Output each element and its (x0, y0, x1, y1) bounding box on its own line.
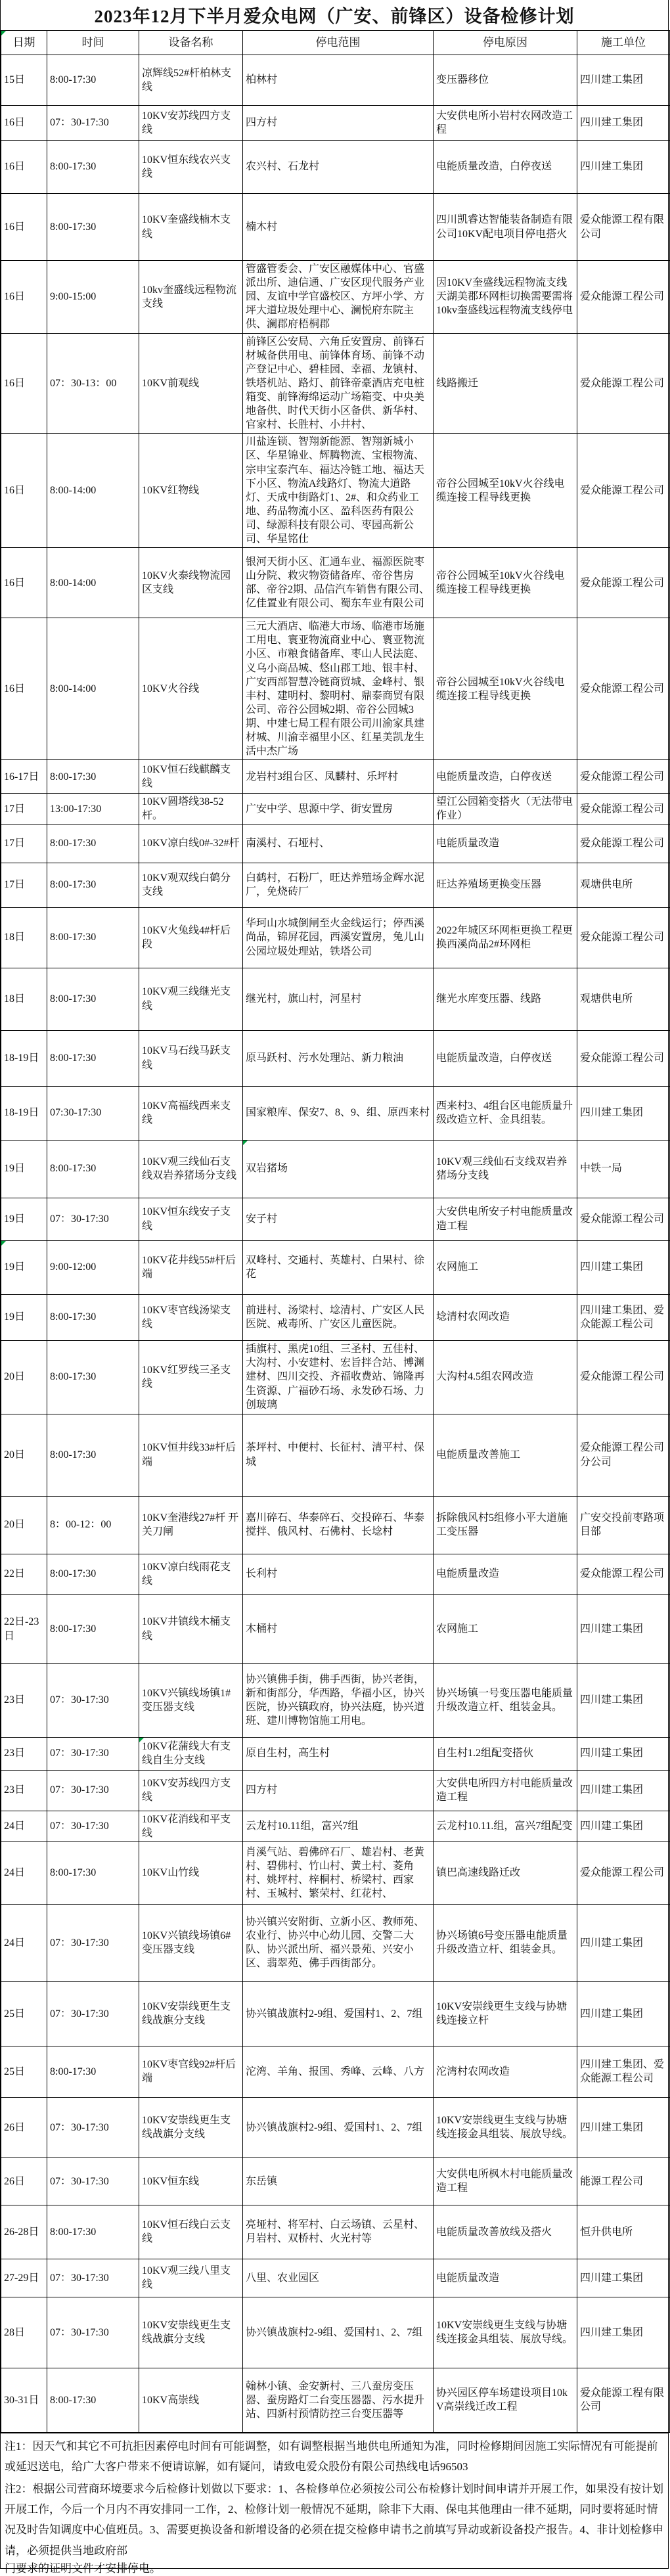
cell-outage-reason: 大安供电所安子村电能质量改造工程 (434, 1198, 577, 1240)
cell-construction-unit: 四川建工集团 (577, 1737, 670, 1770)
cell-equipment: 10KV奎盛线楠木支线 (139, 194, 243, 261)
cell-time: 8:00-14:00 (47, 618, 139, 760)
cell-outage-scope: 协兴镇战旗村2-9组、爱国村1、2、7组 (243, 2097, 434, 2158)
cell-equipment: 10KV火泰线物流园区支线 (139, 548, 243, 618)
table-row (1, 55, 670, 106)
cell-date: 16日 (1, 333, 47, 434)
cell-outage-scope: 茶坪村、中便村、长征村、清平村、保城 (243, 1414, 434, 1496)
cell-equipment: 10KV枣官线92#杆后端 (139, 2046, 243, 2097)
cell-outage-scope: 翰林小镇、金安新村、三八蚕房变压器、蚕房路灯二台变压器器、污水提升站、四新村预情防控三台变压器等 (243, 2368, 434, 2432)
cell-outage-reason: 镇巴高速线路迁改 (434, 1842, 577, 1904)
cell-equipment: 10KV安崇线更生支线战旗分支线 (139, 2297, 243, 2368)
cell-outage-scope: 川盐连锁、智翔新能源、智翔新城小区、华星锦业、辉腾物流、宝根物流、宗申宝泰汽车、福达冷链工地、福达天下小区、物流A线路灯、物流大道路灯、天成中街路灯1、2#、和众药业工地、药品物流小区、盈科医药有限公司、绿源科技有限公司、枣园高新公司、华星铭仕 (243, 434, 434, 548)
table-row (1, 618, 670, 760)
cell-outage-scope: 广安中学、思源中学、街安置房 (243, 794, 434, 825)
cell-construction-unit: 观塘供电所 (577, 968, 670, 1030)
cell-date: 18日 (1, 968, 47, 1030)
cell-time: 8:00-17:30 (47, 2368, 139, 2432)
cell-equipment: 10KV恒东线 (139, 2158, 243, 2205)
cell-equipment: 10KV高福线西来支线 (139, 1086, 243, 1140)
table-row (1, 968, 670, 1030)
cell-construction-unit: 四川建工集团 (577, 1904, 670, 1981)
cell-equipment: 10KV恒东线农兴支线 (139, 141, 243, 194)
cell-equipment: 10KV花消线和平支线 (139, 1811, 243, 1842)
cell-equipment: 10KV恒石线麒麟支线 (139, 760, 243, 794)
cell-equipment: 10KV花蒲线大有支线自生分支线 (139, 1737, 243, 1770)
cell-outage-reason: 10KV观三线仙石支线双岩养猪场分支线 (434, 1140, 577, 1198)
cell-construction-unit: 四川建工集团 (577, 1594, 670, 1663)
cell-time: 13:00-17:30 (47, 794, 139, 825)
cell-equipment: 凉辉线52#杆柏林支线 (139, 55, 243, 106)
cell-time: 07：30-17:30 (47, 1904, 139, 1981)
cell-equipment: 10KV奎港线27#杆 开关刀闸 (139, 1496, 243, 1554)
cell-outage-scope: 嘉川碎石、华泰碎石、交投碎石、华泰搅拌、俄风村、石佛村、长埝村 (243, 1496, 434, 1554)
cell-construction-unit: 四川建工集团、爱众能源工程公司 (577, 2046, 670, 2097)
cell-time: 07：30-17:30 (47, 2259, 139, 2297)
cell-equipment: 10KV恒井线33#杆后端 (139, 1414, 243, 1496)
cell-time: 8:00-17:30 (47, 141, 139, 194)
cell-outage-reason: 电能质量改造，白停夜送 (434, 1030, 577, 1086)
note-2-clipped-line: 门要求的证明文件才安排停电。 (5, 2562, 161, 2575)
page-title: 2023年12月下半月爱众电网（广安、前锋区）设备检修计划 (94, 7, 575, 26)
cell-time: 9:00-12:00 (47, 1240, 139, 1294)
cell-time: 8:00-17:30 (47, 1030, 139, 1086)
cell-time: 8:00-17:30 (47, 825, 139, 863)
cell-time: 07：30-17:30 (47, 2297, 139, 2368)
cell-date: 18日 (1, 907, 47, 968)
cell-outage-reason: 农网施工 (434, 1240, 577, 1294)
cell-date: 23日 (1, 1737, 47, 1770)
cell-construction-unit: 爱众能源工程公司 (577, 1198, 670, 1240)
cell-equipment: 10KV观三线八里支线 (139, 2259, 243, 2297)
cell-outage-reason: 拆除俄风村5组修小平大道施工变压器 (434, 1496, 577, 1554)
cell-date: 24日 (1, 1842, 47, 1904)
cell-construction-unit: 四川建工集团 (577, 1770, 670, 1811)
cell-construction-unit: 爱众能源工程公司 (577, 333, 670, 434)
cell-date: 16日 (1, 194, 47, 261)
cell-outage-scope: 前锋区公安局、六角丘安置房、前锋石材城备供用电、前锋体育场、前锋不动产登记中心、碧桂园、幸福、龙镇村、铁塔机站、路灯、前锋帝豪酒店充电桩箱变、前锋海绵运动广场箱变、中央美地备供、时代天街小区备供、新华村、官家村、长胜村、小井村、 (243, 333, 434, 434)
cell-outage-scope: 云龙村10.11组，富兴7组 (243, 1811, 434, 1842)
cell-construction-unit: 四川建工集团 (577, 141, 670, 194)
cell-time: 8:00-17:30 (47, 760, 139, 794)
cell-outage-scope: 农兴村、石龙村 (243, 141, 434, 194)
cell-date: 23日 (1, 1663, 47, 1737)
cell-outage-scope: 安子村 (243, 1198, 434, 1240)
cell-construction-unit: 爱众能源工程公司 (577, 794, 670, 825)
cell-outage-reason: 埝清村农网改造 (434, 1294, 577, 1340)
cell-construction-unit: 四川建工集团 (577, 2097, 670, 2158)
table-row (1, 2368, 670, 2432)
cell-time: 07：30-17:30 (47, 2158, 139, 2205)
cell-time: 07：30-17:30 (47, 1770, 139, 1811)
cell-date: 20日 (1, 1496, 47, 1554)
cell-time: 8:00-17:30 (47, 1842, 139, 1904)
cell-date: 15日 (1, 55, 47, 106)
cell-equipment: 10KV安苏线四方支线 (139, 106, 243, 141)
cell-time: 07：30-17:30 (47, 1663, 139, 1737)
cell-outage-scope: 长利村 (243, 1554, 434, 1594)
column-header: 时间 (47, 31, 139, 55)
table-row (1, 825, 670, 863)
cell-date: 23日 (1, 1770, 47, 1811)
maintenance-plan-table (1, 30, 670, 2433)
cell-date: 20日 (1, 1340, 47, 1414)
cell-construction-unit: 四川建工集团、爱众能源工程公司 (577, 1294, 670, 1340)
cell-outage-scope: 原马跃村、污水处理站、新力粮油 (243, 1030, 434, 1086)
table-row (1, 2046, 670, 2097)
cell-outage-reason: 10KV安崇线更生支线与协塘线连接金具组装、展放导线。 (434, 2097, 577, 2158)
cell-time: 07：30-17:30 (47, 1811, 139, 1842)
cell-construction-unit: 爱众能源工程公司 (577, 1340, 670, 1414)
table-row (1, 1554, 670, 1594)
column-header: 施工单位 (577, 31, 670, 55)
cell-outage-scope: 国家粮库、保安7、8、9、组、原西来村 (243, 1086, 434, 1140)
table-row (1, 1496, 670, 1554)
cell-date: 16日 (1, 141, 47, 194)
cell-outage-reason: 电能质量改善施工 (434, 1414, 577, 1496)
table-row (1, 760, 670, 794)
cell-time: 07：30-17:30 (47, 1198, 139, 1240)
table-row (1, 141, 670, 194)
cell-equipment: 10KV红物线 (139, 434, 243, 548)
cell-construction-unit: 四川建工集团 (577, 2259, 670, 2297)
cell-construction-unit: 四川建工集团 (577, 2297, 670, 2368)
cell-outage-scope: 木桶村 (243, 1594, 434, 1663)
footer-notes (1, 2433, 668, 2575)
table-row (1, 863, 670, 907)
cell-time: 8:00-17:30 (47, 1594, 139, 1663)
cell-time: 8:00-14:00 (47, 548, 139, 618)
cell-equipment: 10KV前观线 (139, 333, 243, 434)
table-row (1, 1594, 670, 1663)
cell-date: 28日 (1, 2297, 47, 2368)
cell-date: 22日-23日 (1, 1594, 47, 1663)
table-row (1, 333, 670, 434)
cell-outage-reason: 协兴园区停车场建设项目10kV高崇线迁改工程 (434, 2368, 577, 2432)
cell-time: 8:00-17:30 (47, 1140, 139, 1198)
cell-outage-scope: 华珂山水城倒闸至火金线运行；停西溪尚品，锦屏花园，西溪安置房，兔儿山公园垃圾处理站，铁塔公司 (243, 907, 434, 968)
cell-outage-scope: 龙岩村3组台区、凤麟村、乐坪村 (243, 760, 434, 794)
table-row (1, 1340, 670, 1414)
cell-equipment: 10KV高崇线 (139, 2368, 243, 2432)
table-row (1, 1811, 670, 1842)
cell-outage-reason: 望江公园箱变搭火（无法带电作业） (434, 794, 577, 825)
table-row (1, 1981, 670, 2046)
cell-outage-reason: 旺达养殖场更换变压器 (434, 863, 577, 907)
cell-outage-reason: 大沟村4.5组农网改造 (434, 1340, 577, 1414)
cell-outage-reason: 10KV安崇线更生支线与协塘线连接金具组装、展放导线。 (434, 2297, 577, 2368)
table-row (1, 1086, 670, 1140)
cell-outage-reason: 云龙村10.11.组，富兴7组配变 (434, 1811, 577, 1842)
cell-time: 8:00-17:30 (47, 1340, 139, 1414)
table-row (1, 1737, 670, 1770)
cell-comment-marker-icon (1, 1241, 6, 1246)
table-row (1, 794, 670, 825)
cell-date: 19日 (1, 1240, 47, 1294)
cell-outage-scope: 楠木村 (243, 194, 434, 261)
cell-outage-scope: 双岩猪场 (243, 1140, 434, 1198)
table-row (1, 1294, 670, 1340)
cell-equipment: 10KV圆塔线38-52杆。 (139, 794, 243, 825)
cell-time: 8:00-17:30 (47, 863, 139, 907)
cell-outage-scope: 银河天街小区、汇通车业、福源医院枣山分院、救灾物资储备库、帝谷售房部、帝谷2期、品信汽车销售有限公司、亿佳置业有限公司、蜀东车业有限公司 (243, 548, 434, 618)
cell-outage-reason: 自生村1.2组配变搭伙 (434, 1737, 577, 1770)
cell-time: 07：30-17:30 (47, 106, 139, 141)
cell-outage-reason: 继光水库变压器、线路 (434, 968, 577, 1030)
cell-outage-scope: 继光村，旗山村，河星村 (243, 968, 434, 1030)
table-header (1, 31, 670, 55)
cell-construction-unit: 四川建工集团 (577, 1240, 670, 1294)
cell-outage-reason: 2022年城区环网柜更换工程更换西溪尚品2#环网柜 (434, 907, 577, 968)
cell-date: 22日 (1, 1554, 47, 1594)
cell-outage-scope: 亮垭村、将军村、白云场镇、云星村、月岩村、双桥村、火光村等 (243, 2205, 434, 2259)
cell-outage-reason: 线路搬迁 (434, 333, 577, 434)
cell-outage-reason: 10KV安崇线更生支线与协塘线连接立杆 (434, 1981, 577, 2046)
cell-outage-scope: 肖溪气站、碧佛碎石厂、雄岩村、老黄村、碧佛村、竹山村、黄土村、菱角村、姚坪村、梓桐村、桥梁村、西家村、玉城村、繁荣村、红花村、 (243, 1842, 434, 1904)
cell-equipment: 10KV马石线马跃支线 (139, 1030, 243, 1086)
cell-time: 07:30-17:30 (47, 1086, 139, 1140)
cell-equipment: 10KV火兔线4#杆后段 (139, 907, 243, 968)
cell-equipment: 10KV兴镇线场镇1#变压器支线 (139, 1663, 243, 1737)
cell-time: 07：30-17:30 (47, 1737, 139, 1770)
cell-date: 20日 (1, 1414, 47, 1496)
table-row (1, 2297, 670, 2368)
cell-construction-unit: 广安交投前枣路项目部 (577, 1496, 670, 1554)
cell-construction-unit: 四川建工集团 (577, 1811, 670, 1842)
table-row (1, 106, 670, 141)
cell-construction-unit: 恒升供电所 (577, 2205, 670, 2259)
table-row (1, 1904, 670, 1981)
cell-construction-unit: 爱众能源工程公司 (577, 434, 670, 548)
cell-outage-reason: 电能质量改造，白停夜送 (434, 141, 577, 194)
cell-equipment: 10KV观三线仙石支线双岩养猪场分支线 (139, 1140, 243, 1198)
cell-date: 16日 (1, 261, 47, 334)
table-row (1, 2097, 670, 2158)
cell-time: 8:00-17:30 (47, 55, 139, 106)
table-row (1, 2259, 670, 2297)
table-row (1, 2205, 670, 2259)
cell-date: 25日 (1, 2046, 47, 2097)
table-row (1, 434, 670, 548)
cell-comment-marker-icon (243, 1141, 248, 1145)
cell-date: 26-28日 (1, 2205, 47, 2259)
cell-construction-unit: 爱众能源工程有限公司 (577, 2368, 670, 2432)
table-row (1, 194, 670, 261)
cell-construction-unit: 四川建工集团 (577, 55, 670, 106)
cell-date: 24日 (1, 1904, 47, 1981)
cell-date: 24日 (1, 1811, 47, 1842)
cell-outage-scope: 柏林村 (243, 55, 434, 106)
cell-construction-unit: 四川建工集团 (577, 1663, 670, 1737)
column-header: 停电范围 (243, 31, 434, 55)
cell-outage-reason: 电能质量改造 (434, 2259, 577, 2297)
cell-outage-scope: 八里、农业园区 (243, 2259, 434, 2297)
cell-construction-unit: 爱众能源工程公司 (577, 760, 670, 794)
column-header: 日期 (1, 31, 47, 55)
cell-time: 07：30-13：00 (47, 333, 139, 434)
cell-construction-unit: 爱众能源工程公司 (577, 618, 670, 760)
cell-equipment: 10KV井镇线木桶支线 (139, 1594, 243, 1663)
table-row (1, 1663, 670, 1737)
cell-outage-scope: 管盛管委会、广安区融媒体中心、官盛派出所、迪信通、广安区现代服务产业园、友谊中学官盛校区、方坪小学、方坪大道垃圾处理中心、澜悦府东院主供、澜郡府梧桐郡 (243, 261, 434, 334)
cell-outage-scope: 白鹤村，石粉厂，旺达养殖场金辉水泥厂，免烧砖厂 (243, 863, 434, 907)
note-1: 注1：因天气和其它不可抗拒因素停电时间有可能调整，如有调整根据当地供电所通知为准，同时检修期间因施工实际情况有可能提前或延迟送电，给广大客户带来不便请谅解，如有疑问，请致电爱众股份有限公司热线电话96503 (5, 2439, 658, 2474)
cell-outage-scope: 协兴镇佛手街，佛手西街，协兴老街，新和街部分，华西路，华福小区，协兴医院，协兴镇政府，协兴法庭，协兴道班、建川博物馆施工用电。 (243, 1663, 434, 1737)
cell-outage-scope: 沱湾、羊角、报国、秀峰、云峰、八方 (243, 2046, 434, 2097)
cell-outage-scope: 三元大酒店、临港大市场、临港市场施工用电、寰亚物流商业中心、寰亚物流小区、市粮食储备库、枣山人民法庭、义乌小商品城、悠山郡工地、银丰村、广安西部智慧冷链商贸城、金峰村、银丰村、建明村、黎明村、鼎泰商贸有限公司、帝谷公园城2期、帝谷公园城3期、中建七局工程有限公司川渝家具建材城、川渝幸福里小区、红星美凯龙生活中杰广场 (243, 618, 434, 760)
cell-date: 25日 (1, 1981, 47, 2046)
table-row (1, 1770, 670, 1811)
cell-outage-scope: 插旗村、黑虎10组、三圣村、五佳村、大沟村、小安建村、宏旨拌合站、博渊建材、四川交投、齐福收费站、锦隆再生资源、广福砂石场、永发砂石场、力创玻璃 (243, 1340, 434, 1414)
cell-equipment: 10KV安崇线更生支线战旗分支线 (139, 2097, 243, 2158)
cell-construction-unit: 爱众能源工程有限公司 (577, 194, 670, 261)
cell-time: 07：30-17:30 (47, 2097, 139, 2158)
cell-construction-unit: 观塘供电所 (577, 863, 670, 907)
cell-date: 17日 (1, 863, 47, 907)
cell-outage-scope: 协兴镇战旗村2-9组、爱国村1、2、7组 (243, 1981, 434, 2046)
cell-outage-scope: 协兴镇战旗村2-9组、爱国村1、2、7组 (243, 2297, 434, 2368)
cell-date: 16-17日 (1, 760, 47, 794)
cell-time: 8:00-17:30 (47, 1414, 139, 1496)
table-body (1, 55, 670, 2433)
column-header: 停电原因 (434, 31, 577, 55)
cell-construction-unit: 中铁一局 (577, 1140, 670, 1198)
cell-outage-reason: 电能质量改造，白停夜送 (434, 760, 577, 794)
table-row (1, 261, 670, 334)
table-row (1, 1240, 670, 1294)
cell-date: 26日 (1, 2158, 47, 2205)
table-row (1, 1140, 670, 1198)
table-row (1, 2158, 670, 2205)
cell-date: 16日 (1, 434, 47, 548)
cell-outage-reason: 因10KV奎盛线远程物流支线天湖美郡环网柜切换需要需将10kv奎盛线远程物流支线停电 (434, 261, 577, 334)
cell-equipment: 10KV恒东线安子支线 (139, 1198, 243, 1240)
cell-date: 18-19日 (1, 1086, 47, 1140)
cell-date: 17日 (1, 825, 47, 863)
cell-outage-reason: 大安供电所小岩村农网改造工程 (434, 106, 577, 141)
cell-outage-reason: 沱湾村农网改造 (434, 2046, 577, 2097)
cell-time: 8：00-12：00 (47, 1496, 139, 1554)
cell-equipment: 10KV兴镇线场镇6#变压器支线 (139, 1904, 243, 1981)
cell-outage-reason: 大安供电所四方村电能质量改造工程 (434, 1770, 577, 1811)
table-row (1, 1414, 670, 1496)
cell-construction-unit: 爱众能源工程公司 (577, 548, 670, 618)
cell-outage-reason: 协兴场镇一号变压器电能质量升级改造立杆、组装金具。 (434, 1663, 577, 1737)
cell-equipment: 10KV火谷线 (139, 618, 243, 760)
cell-equipment: 10KV观双线白鹤分支线 (139, 863, 243, 907)
cell-outage-reason: 协兴场镇6号变压器电能质量升级改造立杆、组装金具。 (434, 1904, 577, 1981)
column-header: 设备名称 (139, 31, 243, 55)
cell-equipment: 10KV观三线继光支线 (139, 968, 243, 1030)
cell-date: 19日 (1, 1294, 47, 1340)
cell-equipment: 10KV红罗线三圣支线 (139, 1340, 243, 1414)
cell-construction-unit: 四川建工集团 (577, 1981, 670, 2046)
cell-date: 26日 (1, 2097, 47, 2158)
cell-equipment: 10KV恒石线白云支线 (139, 2205, 243, 2259)
cell-equipment: 10kv奎盛线远程物流支线 (139, 261, 243, 334)
cell-equipment: 10KV枣官线汤梁支线 (139, 1294, 243, 1340)
cell-comment-marker-icon (139, 1738, 144, 1742)
cell-outage-reason: 帝谷公园城至10kV火谷线电缆连接工程导线更换 (434, 434, 577, 548)
cell-date: 19日 (1, 1140, 47, 1198)
cell-time: 9:00-15:00 (47, 261, 139, 334)
cell-date: 16日 (1, 618, 47, 760)
cell-date: 30-31日 (1, 2368, 47, 2432)
cell-outage-reason: 西来村3、4组台区电能质量升级改造立杆、金具组装。 (434, 1086, 577, 1140)
cell-equipment: 10KV凉白线雨花支线 (139, 1554, 243, 1594)
cell-construction-unit: 爱众能源工程公司分公司 (577, 1414, 670, 1496)
cell-construction-unit: 四川建工集团 (577, 106, 670, 141)
cell-date: 18-19日 (1, 1030, 47, 1086)
cell-construction-unit: 爱众能源工程公司 (577, 1030, 670, 1086)
cell-outage-scope: 前进村、汤梁村、埝清村、广安区人民医院、戒毒所、广安区儿童医院。 (243, 1294, 434, 1340)
cell-outage-reason: 帝谷公园城至10kV火谷线电缆连接工程导线更换 (434, 548, 577, 618)
cell-date: 27-29日 (1, 2259, 47, 2297)
cell-outage-reason: 大安供电所枫木村电能质量改造工程 (434, 2158, 577, 2205)
note-2: 注2：根据公司营商环境要求今后检修计划做以下要求：1、各检修单位必须按公司公布检修计划时间申请并开展工作，如果没有按计划开展工作，今后一个月内不再安排同一工作，2、检修计划一般情况不延期，除非下大雨、保电其他理由一律不延期，同时要将延时情况及时告知调度中心值班员。3、需要更换设备和新增设备的必须在提交检修申请书之前填写异动或新设备投产报告。4、非计划检修申请，必须提供当地政府部 (5, 2482, 663, 2557)
cell-construction-unit: 爱众能源工程公司 (577, 1842, 670, 1904)
cell-time: 07：30-17:30 (47, 1981, 139, 2046)
cell-outage-scope: 四方村 (243, 106, 434, 141)
cell-date: 16日 (1, 548, 47, 618)
table-row (1, 1198, 670, 1240)
cell-date: 16日 (1, 106, 47, 141)
cell-construction-unit: 四川建工集团 (577, 1086, 670, 1140)
cell-outage-scope: 东岳镇 (243, 2158, 434, 2205)
cell-outage-reason: 电能质量改造 (434, 825, 577, 863)
cell-time: 8:00-17:30 (47, 1554, 139, 1594)
cell-construction-unit: 爱众能源工程公司 (577, 825, 670, 863)
table-row (1, 1842, 670, 1904)
cell-outage-reason: 电能质量改造 (434, 1554, 577, 1594)
cell-construction-unit: 爱众能源工程公司 (577, 907, 670, 968)
cell-outage-scope: 原自生村，高生村 (243, 1737, 434, 1770)
table-row (1, 1030, 670, 1086)
cell-time: 8:00-17:30 (47, 2046, 139, 2097)
cell-time: 8:00-17:30 (47, 907, 139, 968)
cell-equipment: 10KV山竹线 (139, 1842, 243, 1904)
cell-construction-unit: 能源工程公司 (577, 2158, 670, 2205)
cell-outage-scope: 协兴镇兴安附街、立新小区、教师苑、农业行、协兴中心幼儿园、交警二大队、协兴派出所、福兴景苑、兴安小区、翡翠苑、佛手西街部分。 (243, 1904, 434, 1981)
cell-comment-marker-icon (1, 31, 6, 35)
cell-outage-reason: 变压器移位 (434, 55, 577, 106)
cell-equipment: 10KV凉白线0#-32#杆 (139, 825, 243, 863)
cell-time: 8:00-17:30 (47, 2205, 139, 2259)
cell-date: 17日 (1, 794, 47, 825)
cell-date: 19日 (1, 1198, 47, 1240)
cell-time: 8:00-14:00 (47, 434, 139, 548)
cell-outage-scope: 双峰村、交通村、英雄村、白果村、徐花 (243, 1240, 434, 1294)
cell-outage-scope: 南溪村、石垭村、 (243, 825, 434, 863)
cell-equipment: 10KV安崇线更生支线战旗分支线 (139, 1981, 243, 2046)
cell-outage-reason: 四川凯睿达智能装备制造有限公司10KV配电项目停电搭火 (434, 194, 577, 261)
cell-construction-unit: 爱众能源工程公司 (577, 261, 670, 334)
table-row (1, 907, 670, 968)
cell-outage-reason: 农网施工 (434, 1594, 577, 1663)
table-header-row (1, 31, 670, 55)
table-row (1, 548, 670, 618)
cell-time: 8:00-17:30 (47, 968, 139, 1030)
cell-outage-reason: 帝谷公园城至10kV火谷线电缆连接工程导线更换 (434, 618, 577, 760)
cell-time: 8:00-17:30 (47, 1294, 139, 1340)
cell-equipment: 10KV花井线55#杆后端 (139, 1240, 243, 1294)
cell-construction-unit: 爱众能源工程公司 (577, 1554, 670, 1594)
cell-outage-scope: 四方村 (243, 1770, 434, 1811)
cell-time: 8:00-17:30 (47, 194, 139, 261)
cell-outage-reason: 电能质量改善放线及搭火 (434, 2205, 577, 2259)
cell-equipment: 10KV安苏线四方支线 (139, 1770, 243, 1811)
